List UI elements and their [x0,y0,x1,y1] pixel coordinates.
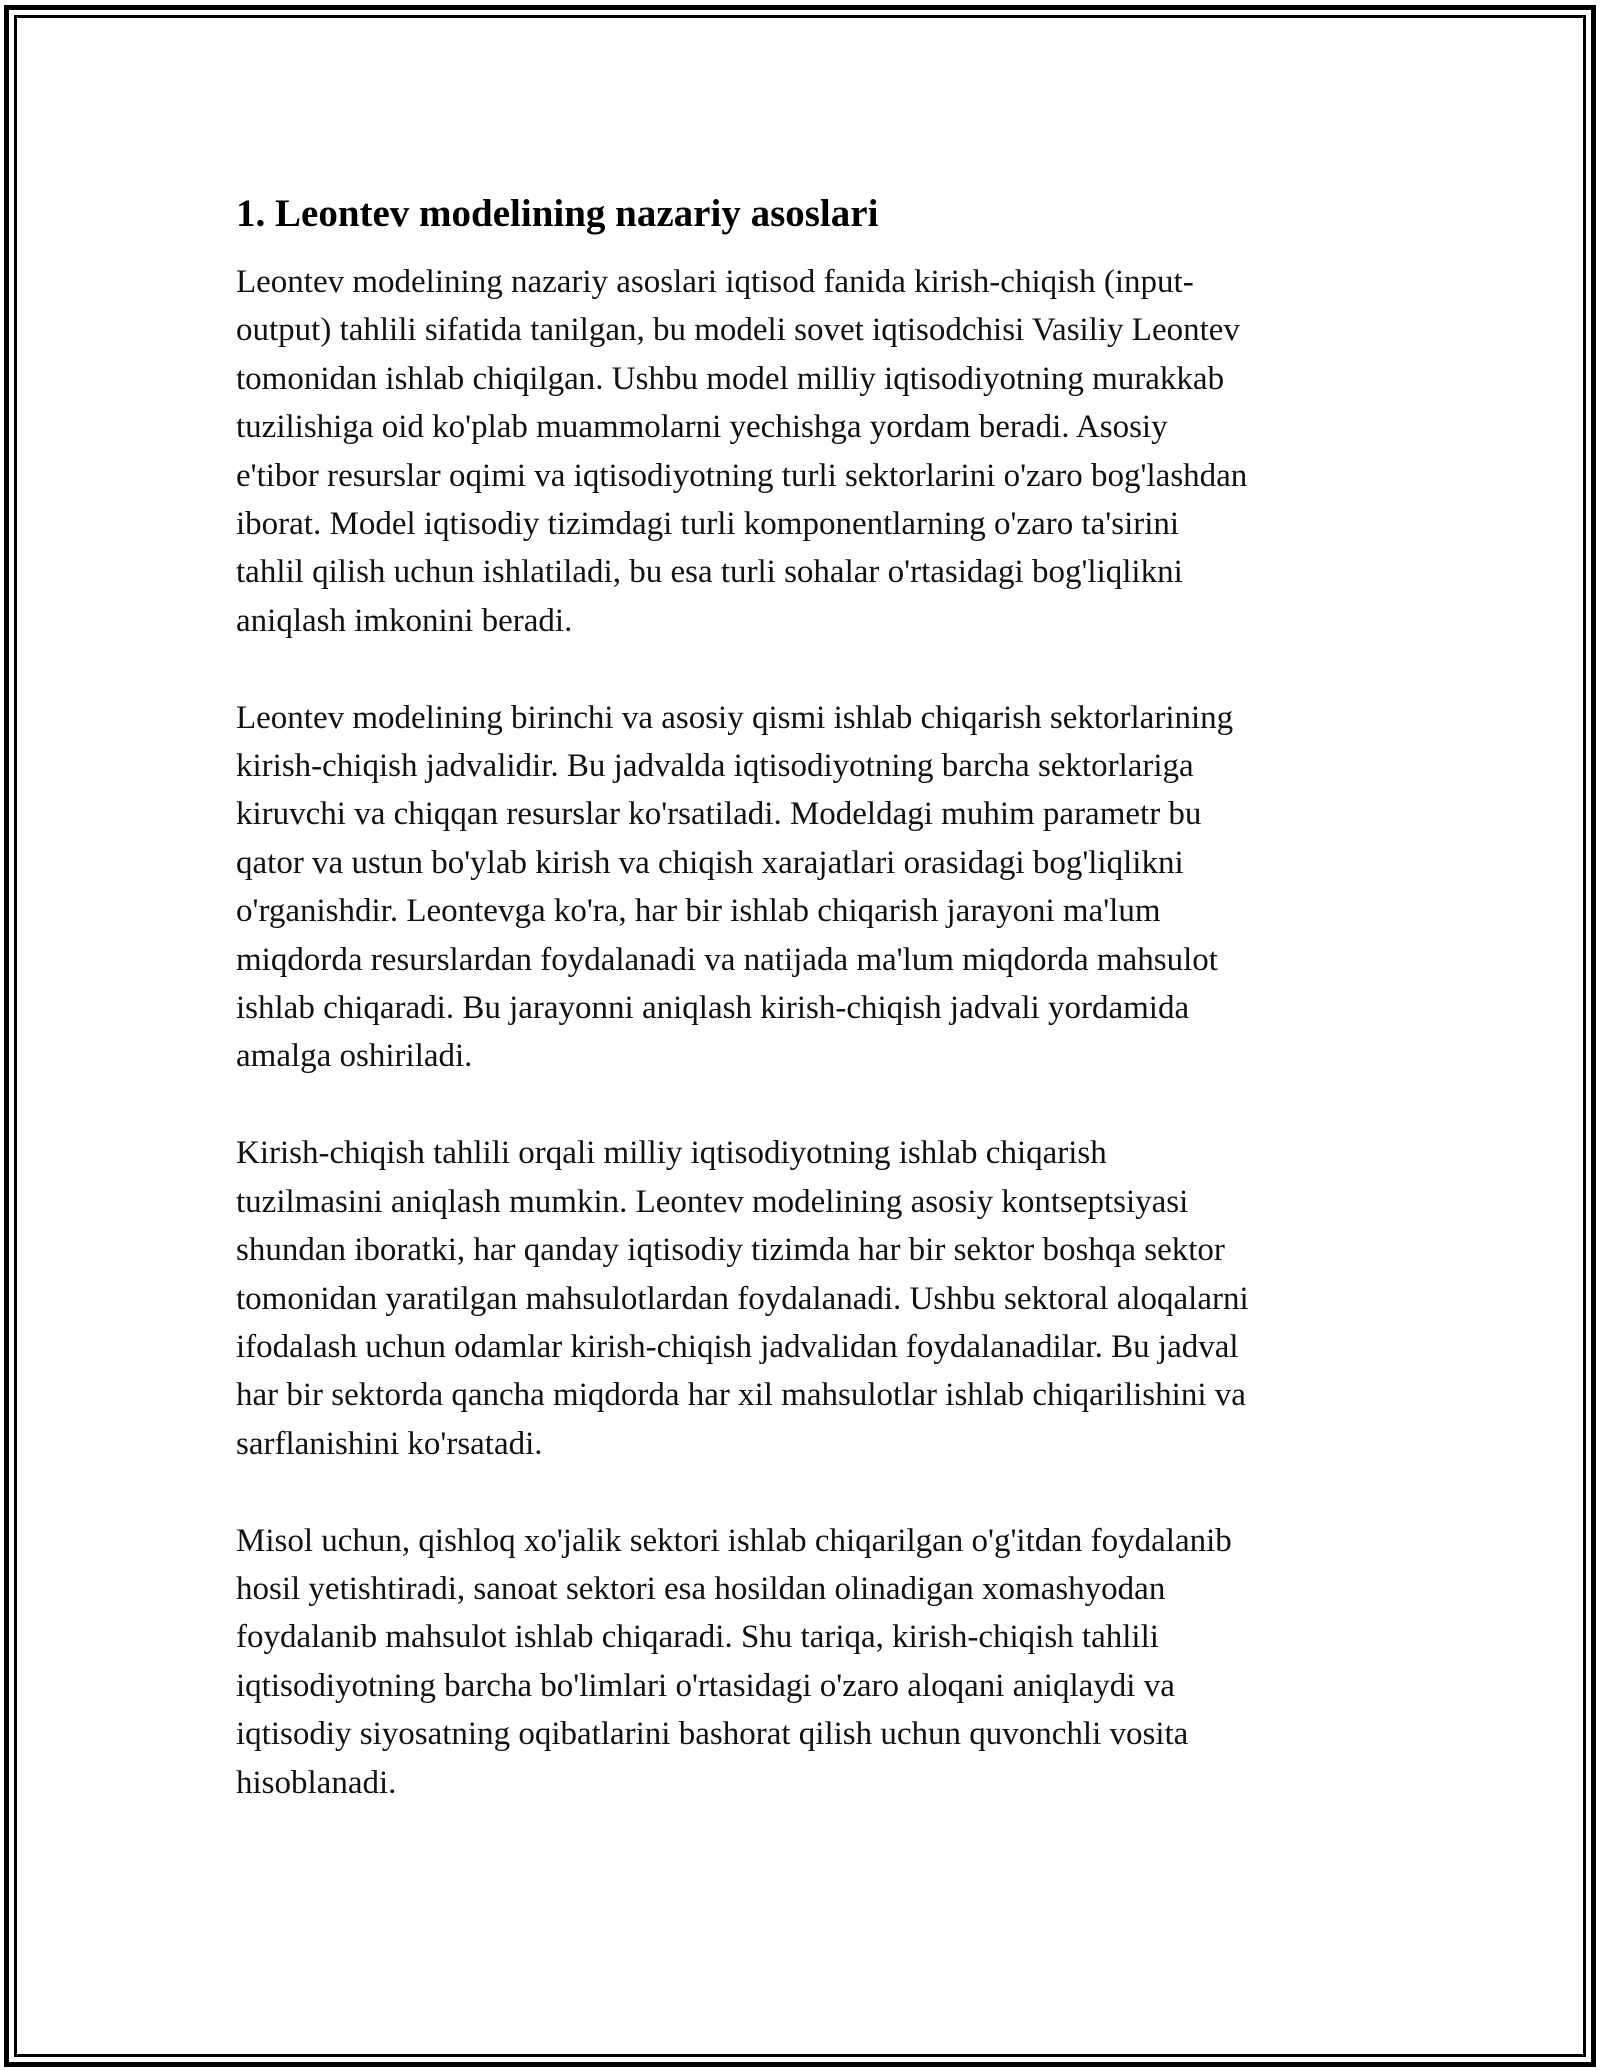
paragraph-1: Leontev modelining nazariy asoslari iqtisod fanida kirish-chiqish (input- output) tahlili sifatida tanilgan, bu modeli sovet iqtisodchisi Vasiliy Leontev tomonidan ishlab chiqilgan. Ushbu model milliy iqtisodiyotning murakkab tuzilishiga oid ko'plab muammolarni yechishga yordam beradi. Asosiy e'tibor resurslar oqimi va iqtisodiyotning turli sektorlarini o'zaro bog'lashdan iborat. Model iqtisodiy tizimdagi turli komponentlarning o'zaro ta'sirini tahlil qilish uchun ishlatiladi, bu esa turli sohalar o'rtasidagi bog'liqlikni aniqlash imkonini beradi. [236,264,1248,639]
paragraph-2: Leontev modelining birinchi va asosiy qismi ishlab chiqarish sektorlarining kirish-chiqish jadvalidir. Bu jadvalda iqtisodiyotning barcha sektorlariga kiruvchi va chiqqan resurslar ko'rsatiladi. Modeldagi muhim parametr bu qator va ustun bo'ylab kirish va chiqish xarajatlari orasidagi bog'liqlikni o'rganishdir. Leontevga ko'ra, har bir ishlab chiqarish jarayoni ma'lum miqdorda resurslardan foydalanadi va natijada ma'lum miqdorda mahsulot ishlab chiqaradi. Bu jarayonni aniqlash kirish-chiqish jadvali yordamida amalga oshiriladi. [236,699,1234,1075]
paragraph-4: Misol uchun, qishloq xo'jalik sektori ishlab chiqarilgan o'g'itdan foydalanib hosil yetishtiradi, sanoat sektori esa hosildan olinadigan xomashyodan foydalanib mahsulot ishlab chiqaradi. Shu tariqa, kirish-chiqish tahlili iqtisodiyotning barcha bo'limlari o'rtasidagi o'zaro aloqani aniqlaydi va iqtisodiy siyosatning oqibatlarini bashorat qilish uchun quvonchli vosita hisoblanadi. [236,1522,1232,1801]
paragraph-3: Kirish-chiqish tahlili orqali milliy iqtisodiyotning ishlab chiqarish tuzilmasini aniqlash mumkin. Leontev modelining asosiy kontseptsiyasi shundan iboratki, har qanday iqtisodiy tizimda har bir sektor boshqa sektor tomonidan yaratilgan mahsulotlardan foydalanadi. Ushbu sektoral aloqalarni ifodalash uchun odamlar kirish-chiqish jadvalidan foydalanadilar. Bu jadval har bir sektorda qancha miqdorda har xil mahsulotlar ishlab chiqarilishini va sarflanishini ko'rsatadi. [236,1135,1249,1462]
section-heading: 1. Leontev modelining nazariy asoslari [236,192,879,235]
document-body [236,188,1386,1855]
